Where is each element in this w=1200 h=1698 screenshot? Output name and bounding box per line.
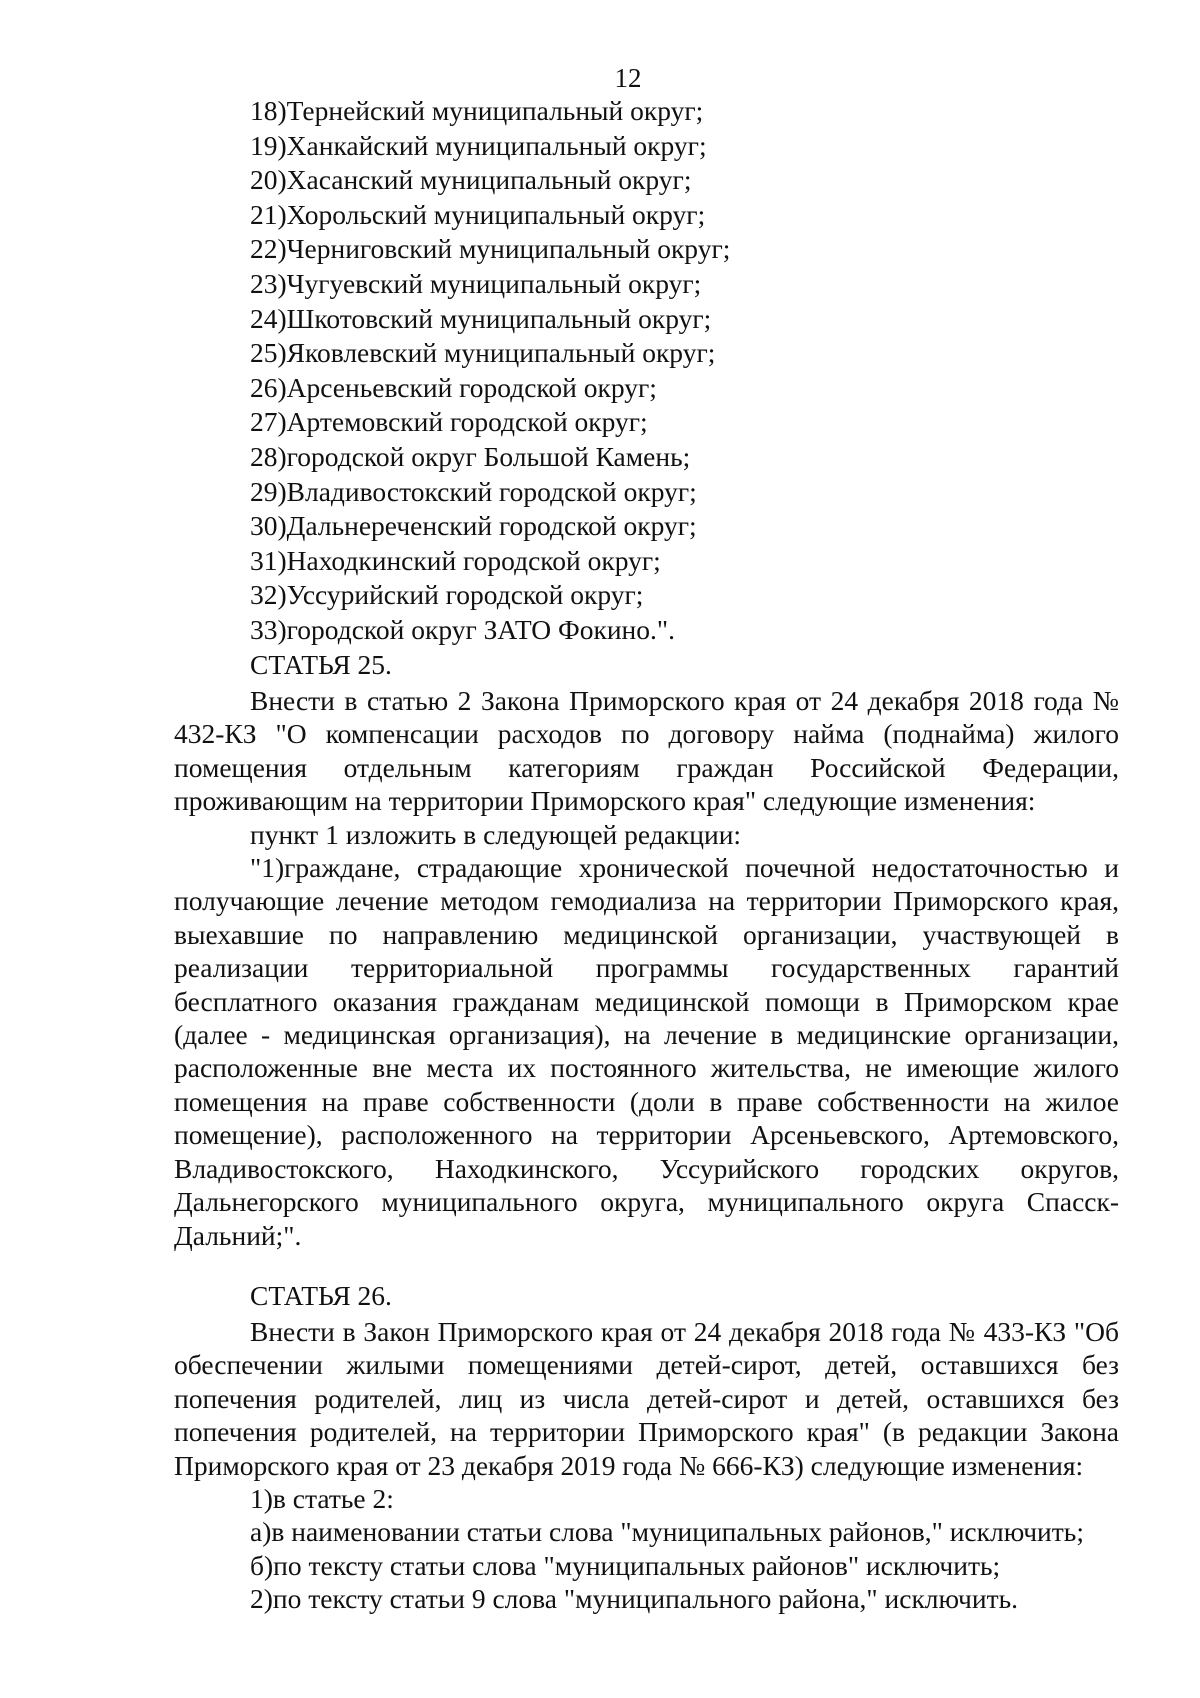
list-item: 22)Черниговский муниципальный округ; <box>250 233 731 265</box>
article-26-intro: Внести в Закон Приморского края от 24 декабря 2018 года № 433-КЗ "Об обеспечении жилыми помещениями детей-сирот, детей, оставшихся без попечения родителей, лиц из числа детей-сирот и детей, оставшихся без попечения родителей, на территории Приморского края" (в редакции Закона Приморского края от 23 декабря 2019 года № 666-КЗ) следующие изменения: <box>174 1316 1119 1481</box>
list-item: 23)Чугуевский муниципальный округ; <box>250 267 702 299</box>
list-item: 18)Тернейский муниципальный округ; <box>250 95 704 126</box>
list-item: 24)Шкотовский муниципальный округ; <box>250 302 712 334</box>
list-item: 28)городской округ Большой Камень; <box>250 440 691 472</box>
district-list <box>250 94 730 648</box>
article-25-point: пункт 1 изложить в следующей редакции: <box>250 818 742 850</box>
list-item: 31)Находкинский городской округ; <box>250 544 661 576</box>
list-item: 33)городской округ ЗАТО Фокино.". <box>250 613 676 645</box>
list-item: 27)Артемовский городской округ; <box>250 406 648 438</box>
list-item: 21)Хорольский муниципальный округ; <box>250 198 706 230</box>
page-number: 12 <box>614 63 642 93</box>
article-25-heading: СТАТЬЯ 25. <box>250 649 392 680</box>
article-26-item: б)по тексту статьи слова "муниципальных районов" исключить; <box>250 1549 1001 1581</box>
article-26-item: 1)в статье 2: <box>250 1483 394 1515</box>
list-item: 25)Яковлевский муниципальный округ; <box>250 337 716 369</box>
list-item: 30)Дальнереченский городской округ; <box>250 510 697 542</box>
article-25-content <box>174 684 1119 1252</box>
list-item: 26)Арсеньевский городской округ; <box>250 371 657 403</box>
list-item: 29)Владивостокский городской округ; <box>250 475 697 507</box>
article-26-item: 2)по тексту статьи 9 слова "муниципального района," исключить. <box>250 1583 1019 1615</box>
list-item: 20)Хасанский муниципальный округ; <box>250 164 692 196</box>
article-26-item: а)в наименовании статьи слова "муниципальных районов," исключить; <box>250 1516 1084 1548</box>
list-item: 19)Ханкайский муниципальный округ; <box>250 129 707 161</box>
article-26-heading: СТАТЬЯ 26. <box>250 1280 392 1311</box>
article-26-content <box>174 1315 1119 1616</box>
article-25-intro: Внести в статью 2 Закона Приморского края от 24 декабря 2018 года № 432-КЗ "О компенсации расходов по договору найма (поднайма) жилого помещения отдельным категориям граждан Российской Федерации, проживающим на территории Приморского края" следующие изменения: <box>174 685 1119 817</box>
list-item: 32)Уссурийский городской округ; <box>250 579 644 611</box>
article-25-body: "1)граждане, страдающие хронической почечной недостаточностью и получающие лечение методом гемодиализа на территории Приморского края, выехавшие по направлению медицинской организации, участвующей в реализации территориальной программы государственных гарантий бесплатного оказания гражданам медицинской помощи в Приморском крае (далее - медицинская организация), на лечение в медицинские организации, расположенные вне места их постоянного жительства, не имеющие жилого помещения на праве собственности (доли в праве собственности на жилое помещение), расположенного на территории Арсеньевского, Артемовского, Владивостокского, Находкинского, Уссурийского городских округов, Дальнегорского муниципального округа, муниципального округа Спасск-Дальний;". <box>174 852 1119 1251</box>
